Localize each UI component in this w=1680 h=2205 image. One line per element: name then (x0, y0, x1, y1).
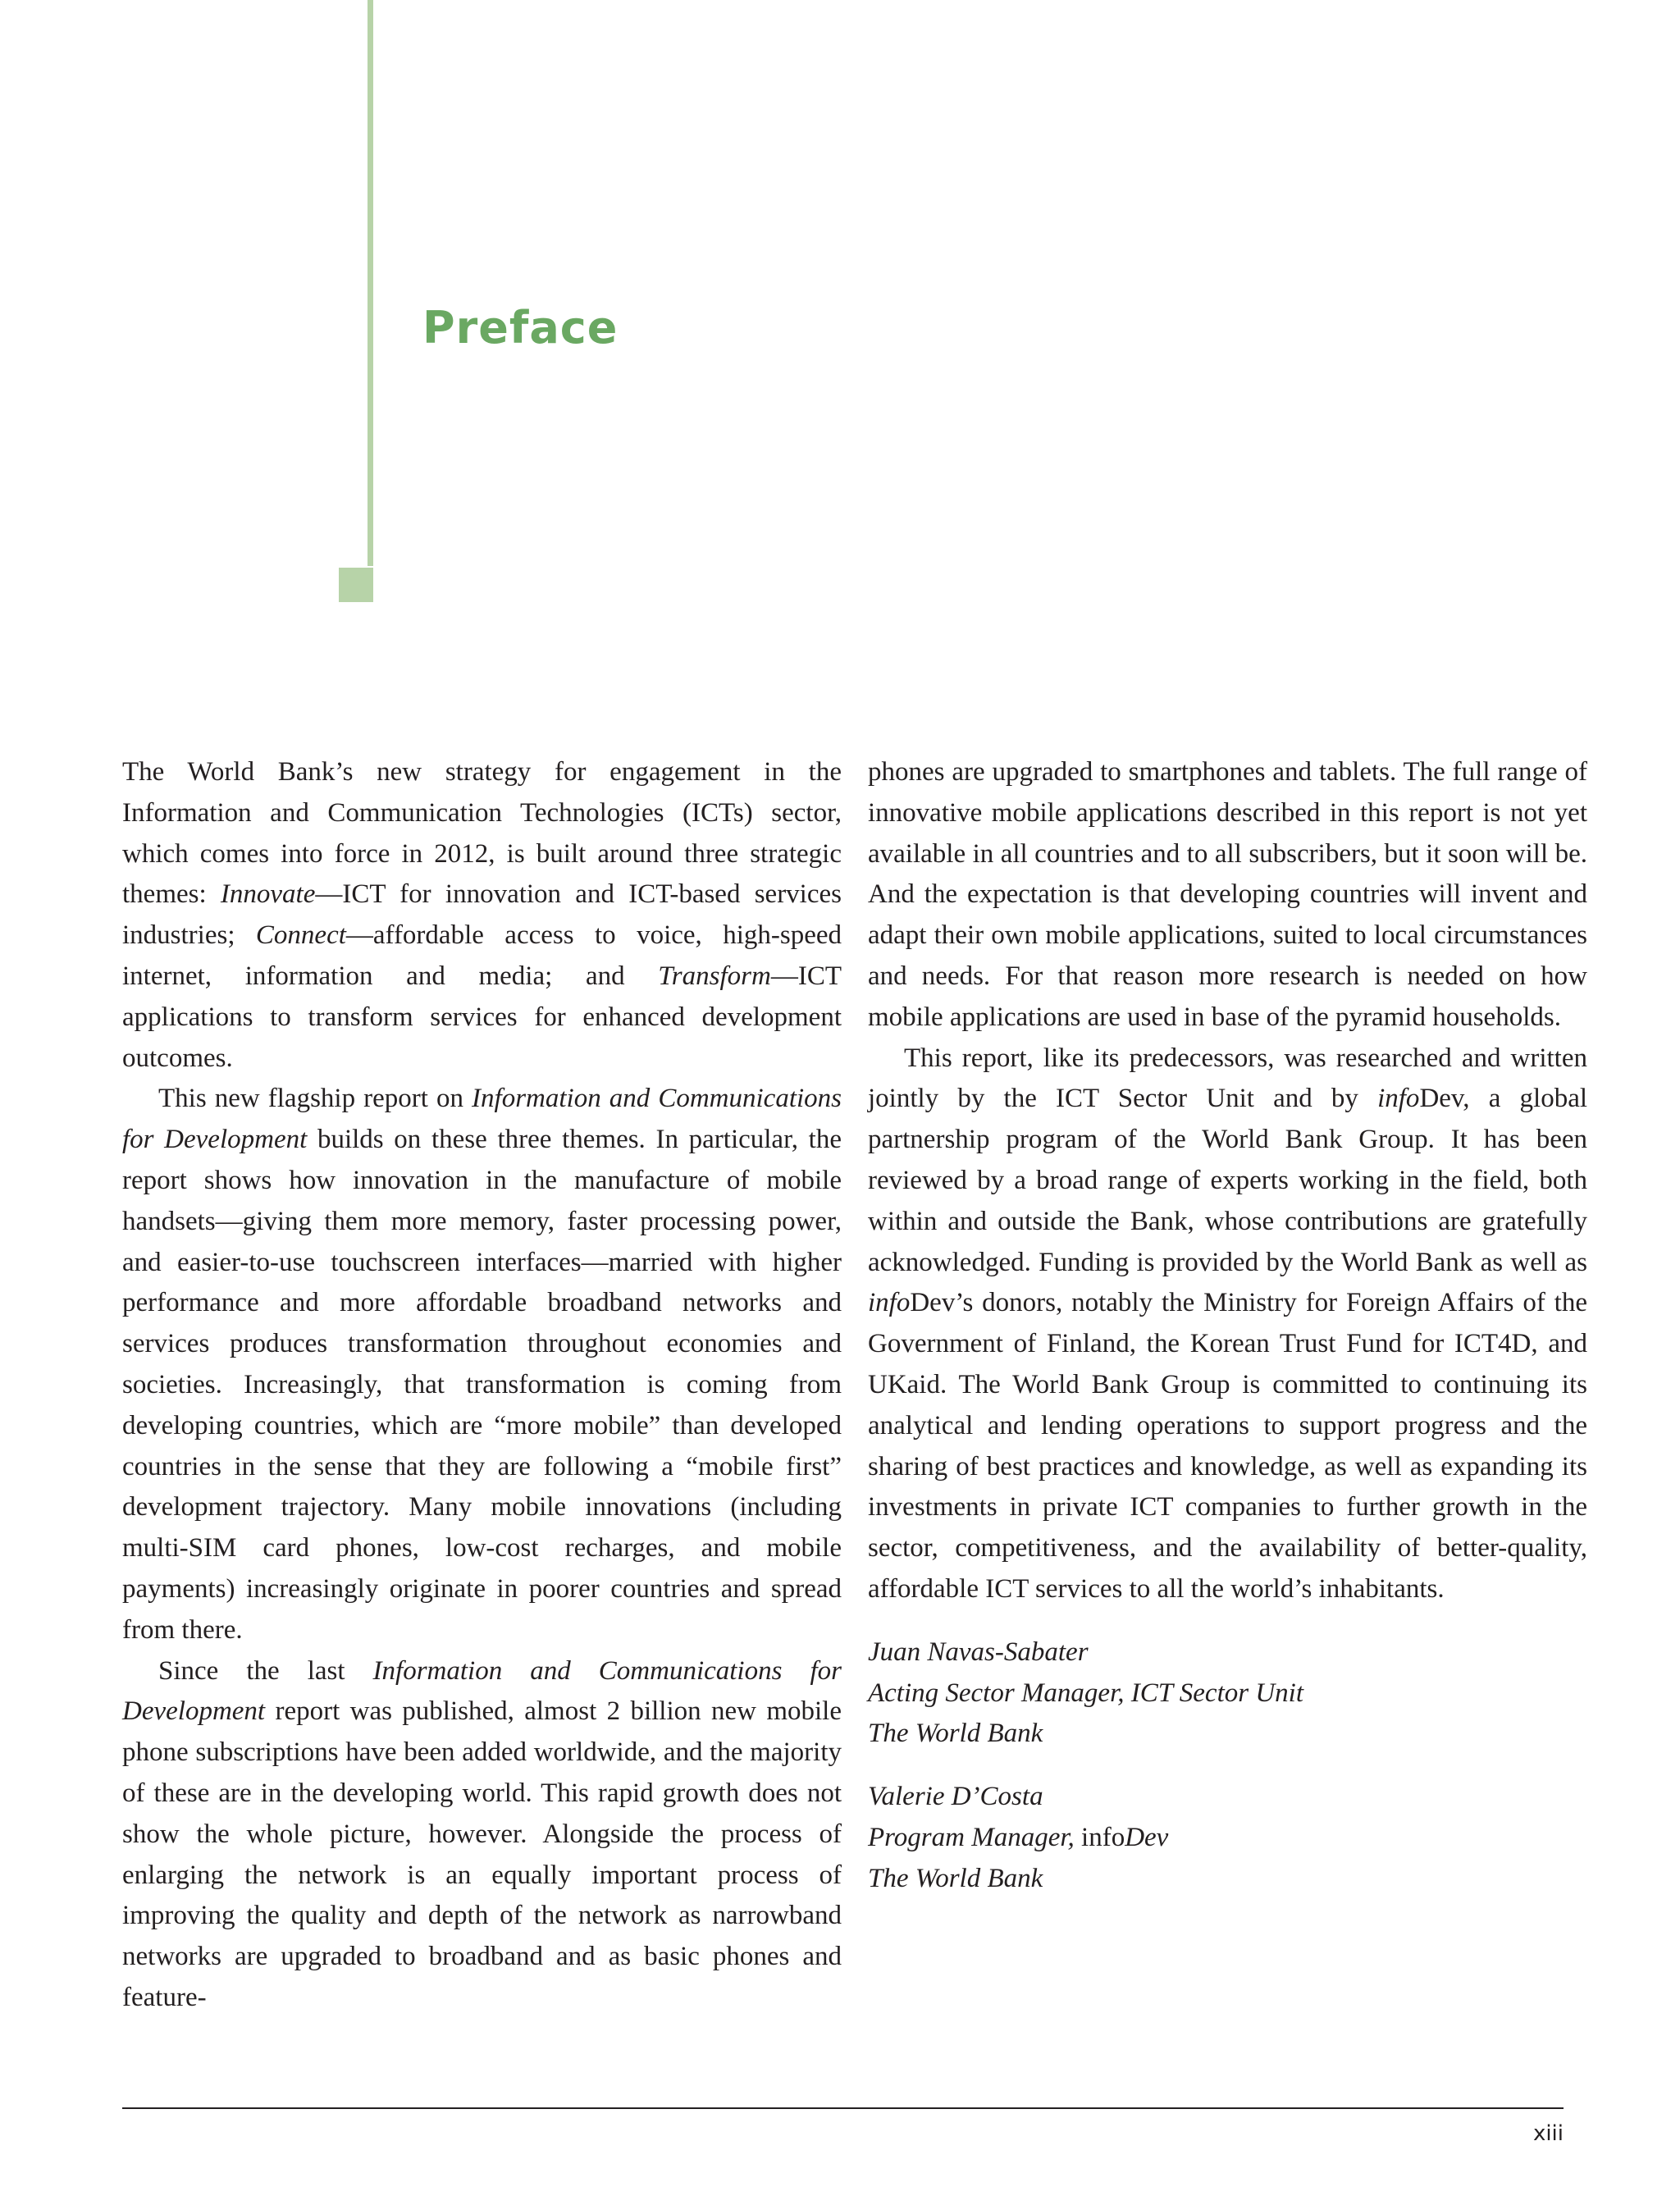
text-run: Since the last (158, 1655, 373, 1686)
infodev-prefix: info (1081, 1822, 1125, 1852)
text-run: Dev (1125, 1822, 1169, 1852)
page-title: Preface (422, 302, 619, 354)
text-run: This report, like its predecessors, was researched and written jointly by the ICT Sector Unit and by (868, 1043, 1587, 1114)
paragraph-growth (122, 1651, 842, 2019)
infodev-prefix: info (1377, 1084, 1420, 1114)
paragraph-acknowledgments (868, 1039, 1587, 1610)
left-column (122, 752, 842, 2019)
report-title: Information and Communications for Development (122, 1655, 842, 1727)
signature-block (868, 1777, 1587, 1899)
paragraph-flagship-report (122, 1079, 842, 1650)
signatory-name: Valerie D’Costa (868, 1782, 1043, 1812)
text-run: report was published, almost 2 billion new mobile phone subscriptions have been added worldwide, and the majority of these are in the developing world. This rapid growth does not show the whole picture, however. Alongside the process of enlarging the network is an equally important process of improving the quality and depth of the network as narrowband networks are upgraded to broadband and as basic phones and feature- (122, 1696, 842, 2012)
decorative-square (339, 568, 373, 602)
text-run: Program Manager, (868, 1822, 1082, 1852)
signature-block (868, 1632, 1587, 1755)
paragraph-strategy (122, 752, 842, 1079)
term-connect: Connect (255, 920, 346, 951)
footer-rule (122, 2107, 1564, 2109)
text-run: Dev’s donors, notably the Ministry for Foreign Affairs of the Government of Finland, the Korean Trust Fund for ICT4D, and UKaid. The World Bank Group is committed to continuing its analytical and lending operations to support progress and the sharing of best practices and knowledge, as well as expanding its investments in private ICT companies to further growth in the sector, competitiveness, and the availability of better-quality, affordable ICT services to all the world’s inhabitants. (868, 1288, 1587, 1604)
text-run: builds on these three themes. In particular, the report shows how innovation in the manufacture of mobile handsets—giving them more memory, faster processing power, and easier-to-use touchscreen interfaces—married with higher performance and more affordable broadband networks and services produces transformation throughout economies and societies. Increasingly, that transformation is coming from developing countries, which are “more mobile” than developed countries in the sense that they are following a “mobile first” development trajectory. Many mobile innovations (including multi-SIM card phones, low-cost recharges, and mobile payments) increasingly originate in poorer countries and spread from there. (122, 1125, 842, 1645)
page-number: xiii (1532, 2121, 1564, 2146)
text-run: This new flagship report on (158, 1084, 472, 1114)
signatory-title: Acting Sector Manager, ICT Sector Unit (868, 1678, 1303, 1708)
term-innovate: Innovate (220, 879, 316, 910)
text-run: —ICT applications to transform services for enhanced development outcomes. (122, 961, 842, 1073)
signatory-title (868, 1818, 1587, 1859)
text-run: The World Bank’s new strategy for engagement in the Information and Communication Technologies (ICTs) sector, which comes into force in 2012, is built around three strategic themes: (122, 757, 842, 910)
text-run: —affordable access to voice, high-speed internet, information and media; and (122, 920, 842, 991)
term-transform: Transform (658, 961, 771, 991)
signatory-name: Juan Navas-Sabater (868, 1637, 1089, 1667)
decorative-vertical-rule (368, 0, 373, 566)
infodev-prefix: info (868, 1288, 911, 1318)
paragraph-applications: phones are upgraded to smartphones and tablets. The full range of innovative mobile applications described in this report is not yet available in all countries and to all subscribers, but it soon will be. And the expectation is that developing countries will invent and adapt their own mobile applications, suited to local circumstances and needs. For that reason more research is needed on how mobile applications are used in base of the pyramid households. (868, 757, 1587, 1032)
report-title: Information and Communications for Development (122, 1084, 842, 1155)
right-column (868, 752, 1587, 1900)
text-run: —ICT for innovation and ICT-based services industries; (122, 879, 842, 951)
text-run: Dev, a global partnership program of the World Bank Group. It has been reviewed by a broad range of experts working in the field, both within and outside the Bank, whose contributions are gratefully acknowledged. Funding is provided by the World Bank as well as (868, 1084, 1588, 1277)
signatory-org: The World Bank (868, 1863, 1043, 1893)
signatory-org: The World Bank (868, 1719, 1043, 1749)
